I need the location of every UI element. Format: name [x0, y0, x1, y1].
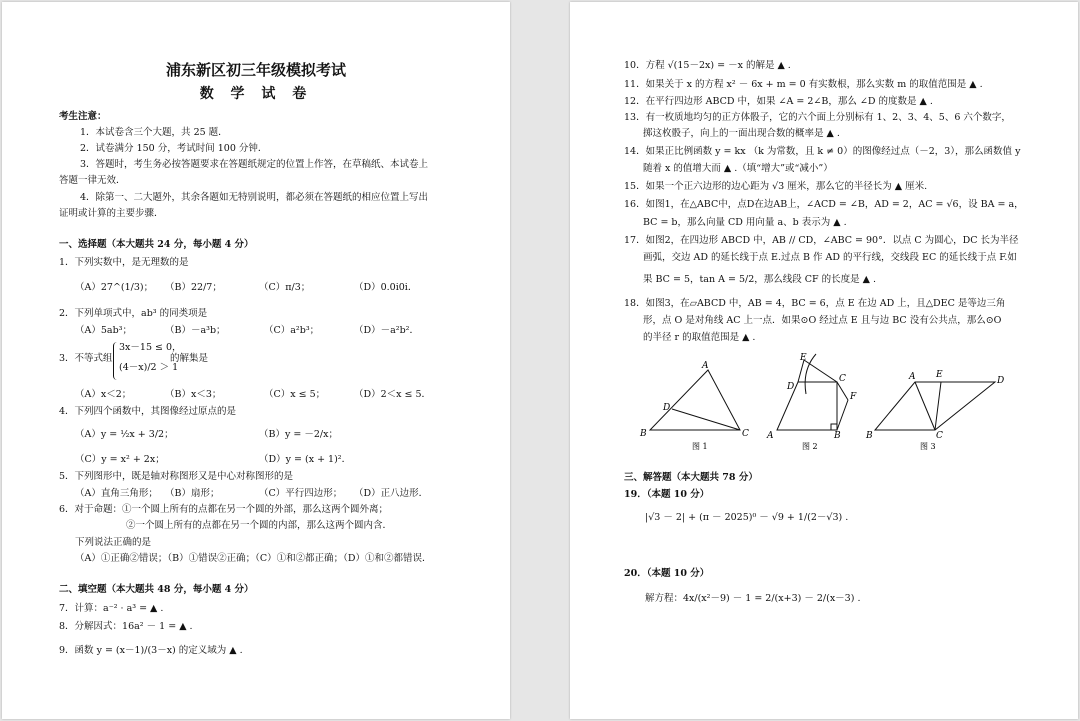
option: （B）扇形；	[165, 488, 220, 499]
system-line: 3x－15 ≤ 0，	[119, 342, 182, 353]
question-fill: 13．有一枚质地均匀的正方体骰子，它的六个面上分别标有 1、2、3、4、5、6 六个数字，	[624, 112, 1011, 123]
option: （A）27^(1/3)；	[75, 282, 154, 293]
question-fill: 的半径 r 的取值范围是 ▲ .	[643, 332, 756, 343]
question-fill: 18．如图3，在▱ABCD 中，AB = 4，BC = 6，点 E 在边 AD 上，且△DEC 是等边三角	[624, 298, 1006, 309]
fig2-label: C	[839, 374, 846, 384]
notice-line: 证明或计算的主要步骤．	[59, 208, 164, 219]
question-stem: 1．下列实数中，是无理数的是	[59, 257, 189, 268]
option: （C）y = x² + 2x；	[75, 454, 165, 465]
fig2-label: D	[787, 382, 795, 392]
fig3-label: E	[936, 370, 943, 380]
question-stem: 5．下列图形中，既是轴对称图形又是中心对称图形的是	[59, 471, 294, 482]
option: （A）y = ½x + 3/2；	[75, 429, 174, 440]
fig3-label: D	[997, 376, 1005, 386]
question-fill: 7．计算：a⁻² · a³ = ▲ .	[59, 603, 164, 614]
question-fill: 14．如果正比例函数 y = kx （k 为常数，且 k ≠ 0）的图像经过点（－2，3），那么函数值 y	[624, 146, 1021, 157]
fig1-label: D	[663, 403, 671, 413]
question-fill: 17．如图2，在四边形 ABCD 中，AB // CD，∠ABC = 90°．以点 C 为圆心，DC 长为半径	[624, 235, 1019, 246]
question-fill: 随着 x 的值增大而 ▲ .（填“增大”或“减小”）	[643, 163, 833, 174]
option: （C）π/3；	[259, 282, 311, 293]
system-line: (4－x)/2 ＞ 1	[119, 362, 179, 373]
fig2-label: F	[850, 392, 857, 402]
option: （B）x＜3；	[165, 389, 222, 400]
question-fill: BC = b，那么向量 CD 用向量 a、b 表示为 ▲ .	[643, 217, 847, 228]
question-fill: 果 BC = 5，tan A = 5/2，那么线段 CF 的长度是 ▲ .	[643, 274, 877, 285]
fig2-label: B	[834, 431, 841, 441]
section-heading: 一、选择题（本大题共 24 分，每小题 4 分）	[59, 239, 254, 250]
exam-page-left	[2, 2, 510, 719]
fig1-caption: 图 1	[692, 442, 708, 451]
notice-heading: 考生注意：	[59, 111, 107, 122]
notice-line: 答题一律无效．	[59, 175, 126, 186]
question-fill: 10．方程 √(15－2x) = －x 的解是 ▲ .	[624, 60, 791, 71]
brace	[113, 342, 117, 380]
question-stem: 4．下列四个函数中，其图像经过原点的是	[59, 406, 237, 417]
expression: 解方程：4x/(x²－9) － 1 = 2/(x+3) － 2/(x－3) .	[645, 593, 861, 604]
option: （B）22/7；	[165, 282, 222, 293]
question-stem: 3．不等式组	[59, 353, 113, 364]
fig1-label: B	[640, 429, 647, 439]
option: （D）正八边形．	[354, 488, 429, 499]
option: （D）0.0i0i．	[354, 282, 418, 293]
fig3-label: A	[909, 372, 916, 382]
fig2-label: E	[800, 353, 807, 363]
fig2-label: A	[767, 431, 774, 441]
option: （C）x ≤ 5；	[264, 389, 326, 400]
exam-title: 浦东新区初三年级模拟考试	[165, 61, 346, 79]
question-heading: 20．（本题 10 分）	[624, 568, 710, 579]
figure-1	[650, 370, 740, 430]
question-fill: 8．分解因式：16a² － 1 = ▲ .	[59, 621, 193, 632]
geometry-figures	[630, 352, 1070, 452]
question-stem-tail: 的解集是	[170, 353, 209, 364]
option: （D）y = (x + 1)²．	[259, 454, 352, 465]
section-heading: 三、解答题（本大题共 78 分）	[624, 472, 758, 483]
fig3-label: B	[866, 431, 873, 441]
question-line: 下列说法正确的是	[75, 537, 152, 548]
fig1-label: A	[702, 361, 709, 371]
question-fill: 15．如果一个正六边形的边心距为 √3 厘米，那么它的半径长为 ▲ 厘米.	[624, 181, 928, 192]
option: （B）－a³b；	[165, 325, 226, 336]
question-fill: 12．在平行四边形 ABCD 中，如果 ∠A = 2∠B，那么 ∠D 的度数是 ▲ .	[624, 96, 933, 107]
option-row: （A）①正确②错误；（B）①错误②正确；（C）①和②都正确；（D）①和②都错误．	[75, 553, 432, 564]
question-line: ②一个圆上所有的点都在另一个圆的内部，那么这两个圆内含．	[126, 520, 393, 531]
question-stem: 2．下列单项式中，ab³ 的同类项是	[59, 308, 208, 319]
option: （A）x＜2；	[75, 389, 132, 400]
question-fill: 9．函数 y = (x－1)/(3－x) 的定义域为 ▲ .	[59, 645, 243, 656]
option: （C）平行四边形；	[259, 488, 343, 499]
question-fill: 16．如图1，在△ABC中，点D在边AB上，∠ACD = ∠B，AD = 2，AC = √6，设 BA = a，	[624, 199, 1024, 210]
option: （A）5ab³；	[75, 325, 132, 336]
exam-subtitle: 数 学 试 卷	[199, 86, 313, 102]
option: （D）－a²b²．	[354, 325, 419, 336]
exam-page-right	[570, 2, 1078, 719]
notice-line: 4．除第一、二大题外，其余各题如无特别说明，都必须在答题纸的相应位置上写出	[80, 192, 429, 203]
fig1-label: C	[742, 429, 749, 439]
notice-line: 3．答题时，考生务必按答题要求在答题纸规定的位置上作答，在草稿纸、本试卷上	[80, 159, 429, 170]
question-stem: 6．对于命题：①一个圆上所有的点都在另一个圆的外部，那么这两个圆外离；	[59, 504, 389, 515]
expression: |√3 － 2| + (π － 2025)⁰ － √9 + 1/(2－√3) .	[645, 512, 849, 523]
section-heading: 二、填空题（本大题共 48 分，每小题 4 分）	[59, 584, 254, 595]
notice-line: 1．本试卷含三个大题，共 25 题．	[80, 127, 228, 138]
figure-2	[777, 354, 848, 430]
option: （D）2＜x ≤ 5．	[354, 389, 432, 400]
option: （A）直角三角形；	[75, 488, 158, 499]
figure-3	[875, 382, 995, 430]
option: （C）a²b³；	[264, 325, 320, 336]
option: （B）y = －2/x；	[259, 429, 338, 440]
question-heading: 19．（本题 10 分）	[624, 489, 710, 500]
question-fill: 画弧，交边 AD 的延长线于点 E.过点 B 作 AD 的平行线，交线段 EC 的延长线于点 F.如	[643, 252, 1017, 263]
question-fill: 11．如果关于 x 的方程 x² － 6x + m = 0 有实数根，那么实数 m 的取值范围是 ▲ .	[624, 79, 983, 90]
fig3-label: C	[936, 431, 943, 441]
fig3-caption: 图 3	[920, 442, 936, 451]
question-fill: 形，点 O 是对角线 AC 上一点．如果⊙O 经过点 E 且与边 BC 没有公共点，那么⊙O	[643, 315, 1002, 326]
notice-line: 2．试卷满分 150 分，考试时间 100 分钟．	[80, 143, 268, 154]
question-fill: 掷这枚骰子，向上的一面出现合数的概率是 ▲ .	[643, 128, 840, 139]
fig2-caption: 图 2	[802, 442, 818, 451]
